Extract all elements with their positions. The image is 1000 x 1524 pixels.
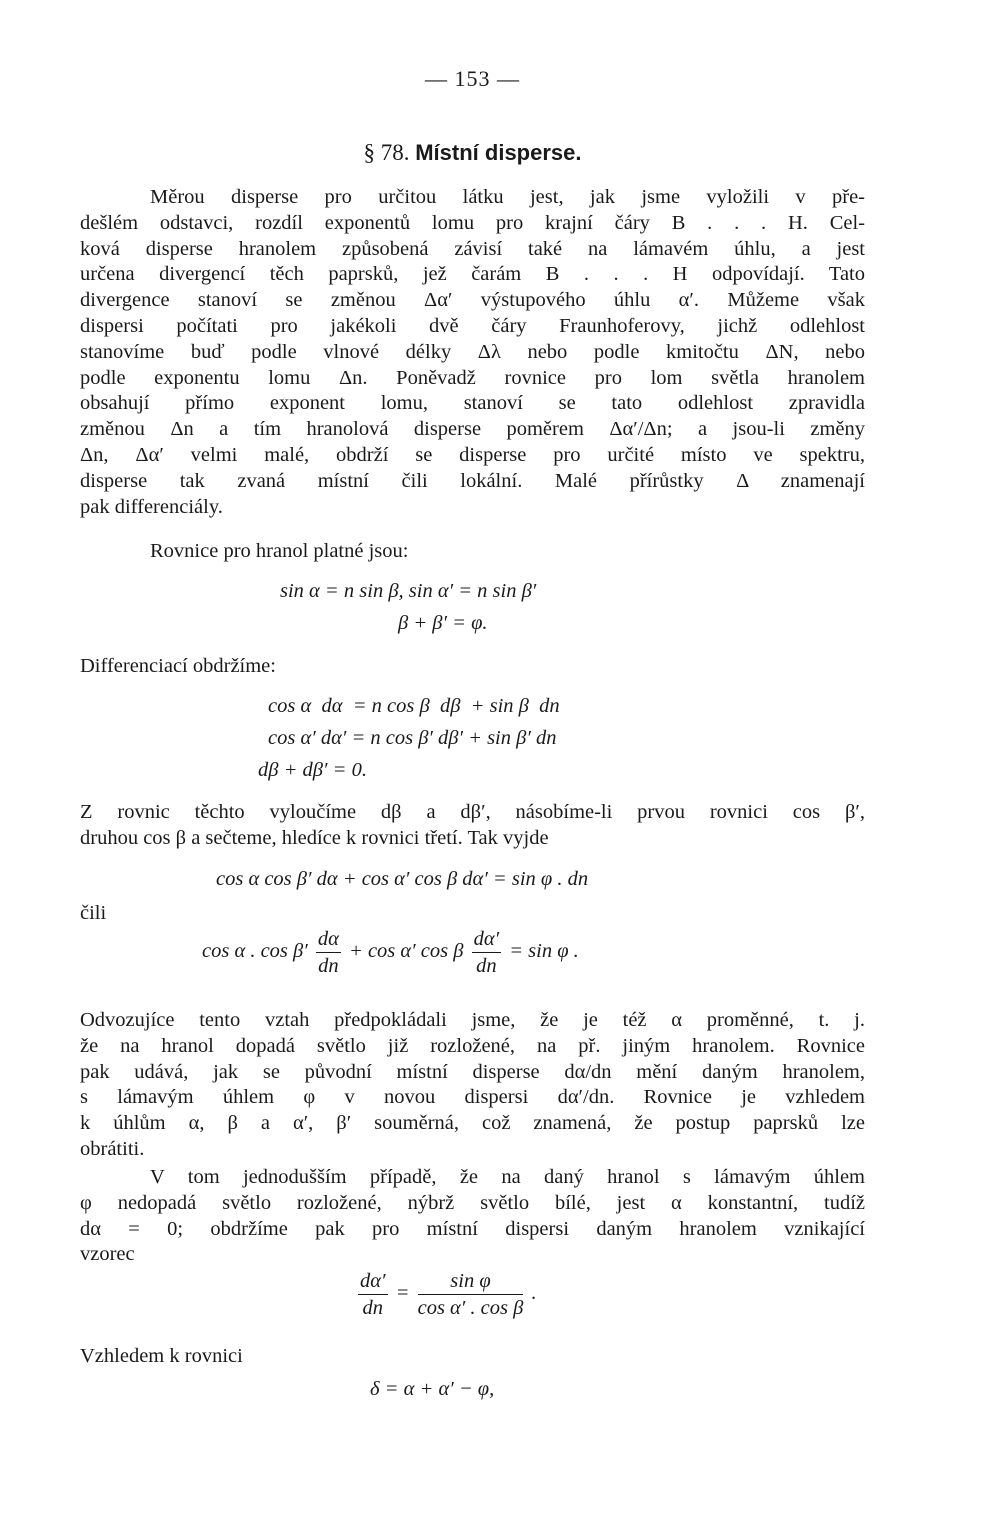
fraction	[358, 1270, 388, 1319]
equation-diff-3: dβ + dβ′ = 0.	[258, 759, 367, 781]
text-line: obsahují přímo exponent lomu, stanoví se tato odlehlost zpravidla	[80, 392, 865, 415]
paragraph-white-light	[80, 1165, 865, 1268]
text-line: druhou cos β a sečteme, hledíce k rovnici třetí. Tak vyjde	[80, 826, 549, 849]
page-number: — 153 —	[425, 66, 520, 91]
text-line: že na hranol dopadá světlo již rozložené, na př. jiným hranolem. Rovnice	[80, 1034, 865, 1057]
text-line: pak differenciály.	[80, 495, 223, 518]
fraction	[472, 928, 502, 977]
numerator: dα′	[472, 928, 502, 953]
denominator: cos α′ . cos β	[417, 1297, 524, 1319]
book-page	[80, 0, 865, 1524]
paragraph-with-respect: Vzhledem k rovnici	[80, 1345, 243, 1367]
equation-angle-sum: β + β′ = φ.	[398, 612, 488, 634]
eq-term: .	[531, 1282, 537, 1305]
denominator: dn	[318, 955, 339, 977]
text-line: V tom jednodušším případě, že na daný hranol s lámavým úhlem	[150, 1166, 865, 1188]
word-cili: čili	[80, 902, 107, 924]
text-line: φ nedopadá světlo rozložené, nýbrž světlo bílé, jest α konstantní, tudíž	[80, 1191, 865, 1214]
text-line: divergence stanoví se změnou Δα′ výstupového úhlu α′. Můžeme však	[80, 289, 865, 312]
denominator: dn	[476, 955, 497, 977]
equation-deviation: δ = α + α′ − φ,	[370, 1378, 495, 1400]
numerator: sin φ	[418, 1270, 524, 1295]
text-line: obrátiti.	[80, 1137, 145, 1160]
text-line: dešlém odstavci, rozdíl exponentů lomu pro krajní čáry B . . . H. Cel-	[80, 211, 865, 234]
text-line: Δn, Δα′ velmi malé, obdrží se disperse pro určité místo ve spektru,	[80, 443, 865, 466]
equation-fraction-form	[202, 928, 579, 977]
fraction	[418, 1270, 524, 1319]
numerator: dα	[316, 928, 341, 953]
text-line: Měrou disperse pro určitou látku jest, jak jsme vyložili v pře-	[150, 186, 865, 208]
text-line: změnou Δn a tím hranolová disperse poměrem Δα′/Δn; a jsou-li změny	[80, 418, 865, 441]
equation-local-dispersion	[355, 1270, 537, 1319]
text-line: ková disperse hranolem způsobená závisí také na lámavém úhlu, a jest	[80, 237, 865, 260]
text-line: dispersi počítati pro jakékoli dvě čáry Fraunhoferovy, jichž odlehlost	[80, 314, 865, 337]
paragraph-elimination	[80, 800, 865, 852]
eq-term: =	[395, 1282, 410, 1305]
section-title: Místní disperse.	[415, 140, 582, 165]
text-line: pak udává, jak se původní místní disperse dα/dn mění daným hranolem,	[80, 1060, 865, 1083]
text-line: vzorec	[80, 1243, 135, 1266]
text-line: disperse tak zvaná místní čili lokální. Malé přírůstky Δ znamenají	[80, 469, 865, 492]
text-line: Z rovnic těchto vyloučíme dβ a dβ′, násobíme-li prvou rovnici cos β′,	[80, 801, 865, 823]
eq-term: + cos α′ cos β	[349, 940, 464, 963]
eq-term: = sin φ .	[509, 940, 579, 963]
equation-combined: cos α cos β′ dα + cos α′ cos β dα′ = sin φ . dn	[216, 868, 589, 890]
numerator: dα′	[358, 1270, 388, 1295]
text-line: dα = 0; obdržíme pak pro místní dispersi daným hranolem vznikající	[80, 1217, 865, 1240]
paragraph-derivation-note	[80, 1008, 865, 1163]
paragraph-prism-equations: Rovnice pro hranol platné jsou:	[150, 540, 409, 562]
text-line: Odvozujíce tento vztah předpokládali jsme, že je též α proměnné, t. j.	[80, 1009, 865, 1031]
eq-term: cos α . cos β′	[202, 940, 308, 963]
text-line: stanovíme buď podle vlnové délky Δλ nebo podle kmitočtu ΔN, nebo	[80, 340, 865, 363]
denominator: dn	[362, 1297, 383, 1319]
section-heading	[80, 140, 865, 166]
paragraph-intro	[80, 185, 865, 520]
text-line: s lámavým úhlem φ v novou dispersi dα′/dn. Rovnice je vzhledem	[80, 1086, 865, 1109]
equation-diff-1: cos α dα = n cos β dβ + sin β dn	[268, 695, 560, 717]
equation-diff-2: cos α′ dα′ = n cos β′ dβ′ + sin β′ dn	[268, 727, 557, 749]
equation-refraction: sin α = n sin β, sin α′ = n sin β′	[280, 580, 537, 602]
fraction	[316, 928, 341, 977]
paragraph-differentiation: Differenciací obdržíme:	[80, 655, 276, 677]
section-number: § 78.	[363, 140, 410, 165]
text-line: podle exponentu lomu Δn. Poněvadž rovnice pro lom světla hranolem	[80, 366, 865, 389]
text-line: určena divergencí těch paprsků, jež čarám B . . . H odpovídají. Tato	[80, 263, 865, 286]
text-line: k úhlům α, β a α′, β′ souměrná, což znamená, že postup paprsků lze	[80, 1112, 865, 1135]
